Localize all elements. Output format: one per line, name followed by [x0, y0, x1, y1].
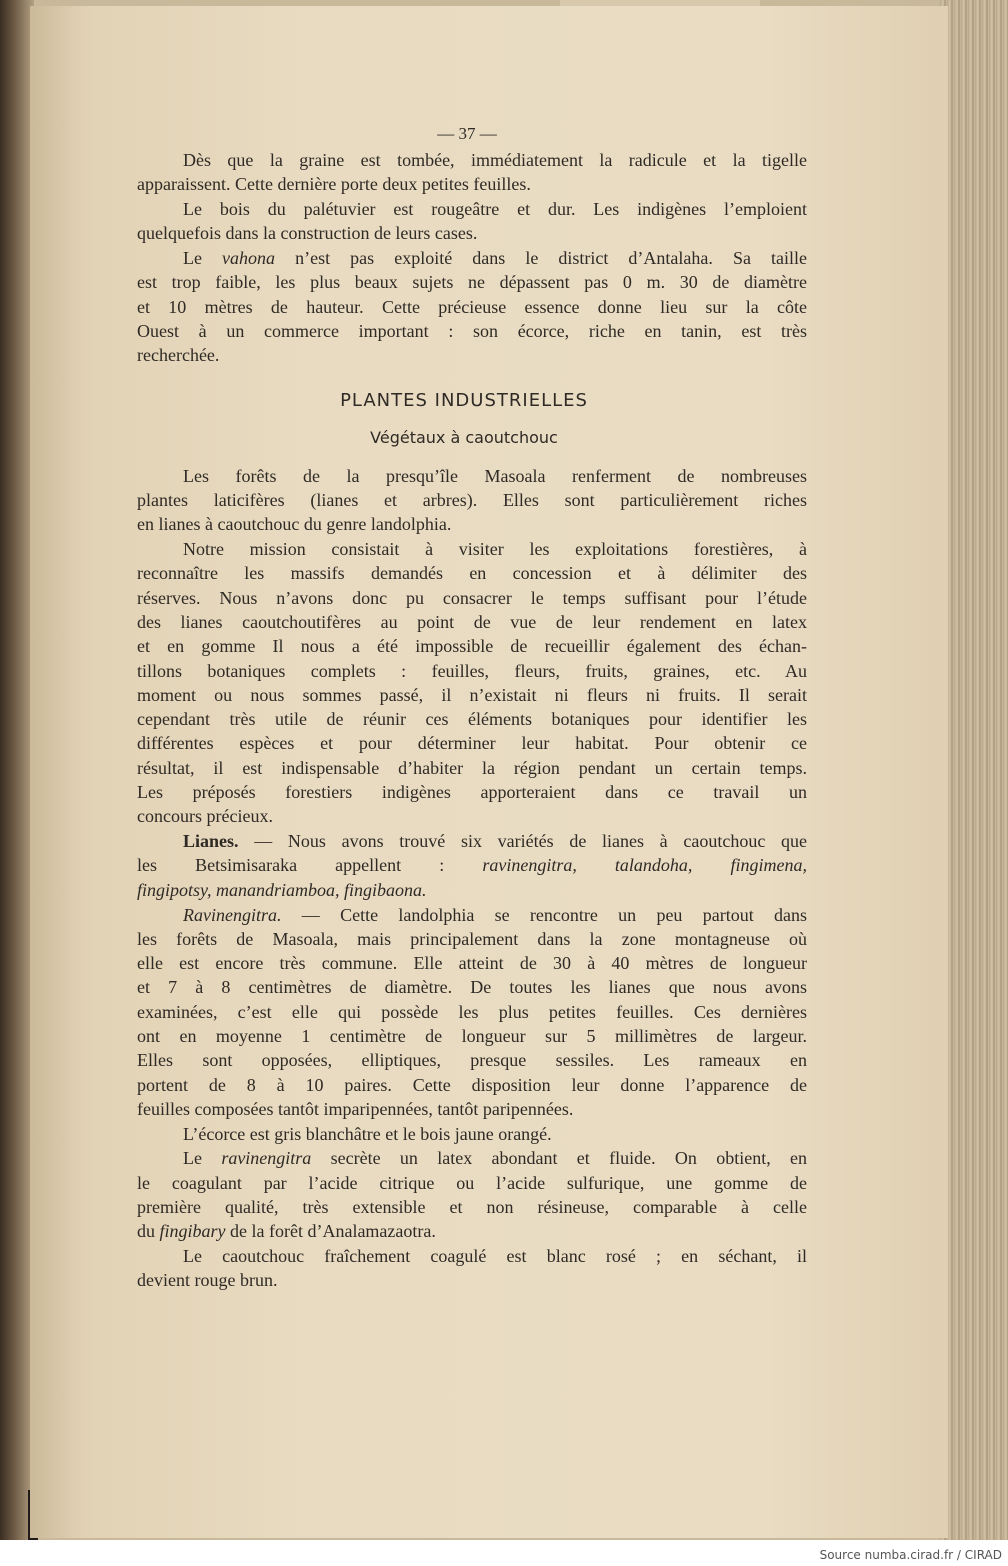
text-line: [137, 172, 807, 196]
text-run: tillons botaniques complets : feuilles, fleurs, fruits, graines, etc. Au: [137, 660, 807, 681]
text-run: du: [137, 1221, 160, 1242]
text-line: [137, 780, 807, 804]
text-run: L’écorce est gris blanchâtre et le bois jaune orangé.: [183, 1123, 552, 1144]
bold-text: Lianes.: [183, 831, 239, 852]
text-run: résultat, il est indispensable d’habiter la région pendant un certain temps.: [137, 757, 807, 778]
text-line: [137, 927, 807, 951]
text-run: quelquefois dans la construction de leurs cases.: [137, 223, 478, 244]
text-line: [137, 756, 807, 780]
text-run: feuilles composées tantôt imparipennées, tantôt paripennées.: [137, 1098, 574, 1119]
text-run: Ouest à un commerce important : son écorce, riche en tanin, est très: [137, 321, 807, 342]
text-line: [137, 1122, 807, 1146]
text-run: — Nous avons trouvé six variétés de lianes à caoutchouc que: [238, 831, 807, 852]
text-run: secrète un latex abondant et fluide. On obtient, en: [311, 1148, 808, 1169]
text-run: elle est encore très commune. Elle atteint de 30 à 40 mètres de longueur: [137, 953, 807, 974]
paragraph: [137, 829, 807, 902]
source-credit: Source numba.cirad.fr / CIRAD: [819, 1548, 1002, 1562]
italic-text: ravinengitra, talandoha, fingimena,: [482, 855, 808, 876]
text-line: [137, 634, 807, 658]
text-run: Le: [183, 248, 223, 269]
text-line: [137, 610, 807, 634]
text-line: [137, 1195, 807, 1219]
text-run: Elles sont opposées, elliptiques, presque sessiles. Les rameaux en: [137, 1050, 807, 1071]
text-run: portent de 8 à 10 paires. Cette disposition leur donne l’apparence de: [137, 1074, 807, 1095]
text-run: devient rouge brun.: [137, 1270, 278, 1291]
text-run: et 7 à 8 centimètres de diamètre. De toutes les lianes que nous avons: [137, 977, 807, 998]
text-line: [137, 731, 807, 755]
text-line: [137, 683, 807, 707]
book-binding: [0, 0, 34, 1540]
page-number: — 37 —: [437, 124, 497, 143]
text-run: est trop faible, les plus beaux sujets ne dépassent pas 0 m. 30 de diamètre: [137, 272, 807, 293]
text-run: concours précieux.: [137, 806, 273, 827]
text-line: [137, 295, 807, 319]
text-run: les forêts de Masoala, mais principalement dans la zone montagneuse où: [137, 928, 807, 949]
text-run: réserves. Nous n’avons donc pu consacrer le temps suffisant pour l’étude: [137, 587, 807, 608]
text-line: [137, 707, 807, 731]
paragraph: [137, 197, 807, 246]
text-run: recherchée.: [137, 345, 220, 366]
text-run: de la forêt d’Analamazaotra.: [225, 1221, 436, 1242]
page-text: [137, 120, 807, 1293]
text-line: [137, 221, 807, 245]
text-run: — Cette landolphia se rencontre un peu partout dans: [281, 904, 807, 925]
text-line: [137, 1024, 807, 1048]
text-line: [137, 464, 807, 488]
text-run: Les forêts de la presqu’île Masoala renferment de nombreuses: [183, 465, 807, 486]
text-line: [137, 1146, 807, 1170]
text-line: [137, 829, 807, 853]
paragraphs-before-heading: [137, 148, 807, 368]
text-line: [137, 1171, 807, 1195]
text-run: le coagulant par l’acide citrique ou l’acide sulfurique, une gomme de: [137, 1172, 807, 1193]
text-line: [137, 853, 807, 877]
text-line: [137, 1048, 807, 1072]
text-run: et en gomme Il nous a été impossible de recueillir également des échan-: [137, 636, 807, 657]
text-run: apparaissent. Cette dernière porte deux petites feuilles.: [137, 174, 531, 195]
paragraph: [137, 903, 807, 1122]
text-run: cependant très utile de réunir ces éléments botaniques pour identifier les: [137, 709, 807, 730]
text-line: [137, 246, 807, 270]
italic-text: Ravinengitra.: [183, 904, 282, 925]
text-line: [137, 951, 807, 975]
text-run: plantes laticifères (lianes et arbres). Elles sont particulièrement riches: [137, 489, 807, 510]
text-line: [137, 1244, 807, 1268]
italic-text: ravinengitra: [221, 1148, 312, 1169]
text-run: reconnaître les massifs demandés en concession et à délimiter des: [137, 563, 807, 584]
paragraphs-after-heading: [137, 464, 807, 1293]
text-line: [137, 878, 807, 902]
text-line: [137, 270, 807, 294]
text-run: des lianes caoutchoutifères au point de vue de leur rendement en latex: [137, 611, 807, 632]
text-run: les Betsimisaraka appellent :: [137, 855, 483, 876]
italic-text: fingipotsy, manandriamboa, fingibaona.: [137, 879, 427, 900]
text-line: [137, 1268, 807, 1292]
text-run: première qualité, très extensible et non résineuse, comparable à celle: [137, 1197, 807, 1218]
paragraph: [137, 148, 807, 197]
paragraph: [137, 1244, 807, 1293]
text-line: [137, 512, 807, 536]
text-run: Le: [183, 1148, 222, 1169]
text-line: [137, 1219, 807, 1243]
italic-text: vahona: [222, 248, 276, 269]
text-line: [137, 1097, 807, 1121]
text-run: Le bois du palétuvier est rougeâtre et dur. Les indigènes l’emploient: [183, 199, 807, 220]
text-run: moment ou nous sommes passé, il n’existait ni fleurs ni fruits. Il serait: [137, 684, 807, 705]
paragraph: [137, 537, 807, 829]
text-line: [137, 903, 807, 927]
text-line: [137, 537, 807, 561]
text-line: [137, 804, 807, 828]
paragraph: [137, 1146, 807, 1243]
text-line: [137, 659, 807, 683]
text-line: [137, 148, 807, 172]
text-line: [137, 319, 807, 343]
section-subheading: Végétaux à caoutchouc: [370, 427, 558, 447]
text-line: [137, 975, 807, 999]
text-line: [137, 1073, 807, 1097]
text-line: [137, 488, 807, 512]
text-line: [137, 561, 807, 585]
text-run: examinées, c’est elle qui possède les plus petites feuilles. Ces dernières: [137, 1001, 807, 1022]
text-line: [137, 343, 807, 367]
text-line: [137, 1000, 807, 1024]
text-run: Le caoutchouc fraîchement coagulé est blanc rosé ; en séchant, il: [183, 1246, 807, 1267]
text-run: n’est pas exploité dans le district d’Antalaha. Sa taille: [275, 248, 807, 269]
text-run: Les préposés forestiers indigènes apporteraient dans ce travail un: [137, 782, 807, 803]
text-line: [137, 197, 807, 221]
text-line: [137, 586, 807, 610]
paragraph: [137, 464, 807, 537]
text-run: Notre mission consistait à visiter les exploitations forestières, à: [183, 539, 807, 560]
paragraph: [137, 1122, 807, 1146]
italic-text: fingibary: [159, 1221, 226, 1242]
text-run: différentes espèces et pour déterminer leur habitat. Pour obtenir ce: [137, 733, 807, 754]
paragraph: [137, 246, 807, 367]
page-stack-edge: [940, 0, 1008, 1540]
text-run: Dès que la graine est tombée, immédiatement la radicule et la tigelle: [183, 150, 807, 170]
text-run: et 10 mètres de hauteur. Cette précieuse essence donne lieu sur la côte: [137, 296, 807, 317]
text-run: en lianes à caoutchouc du genre landolphia.: [137, 514, 452, 535]
section-heading: PLANTES INDUSTRIELLES: [340, 389, 588, 411]
text-run: ont en moyenne 1 centimètre de longueur sur 5 millimètres de largeur.: [137, 1026, 807, 1046]
